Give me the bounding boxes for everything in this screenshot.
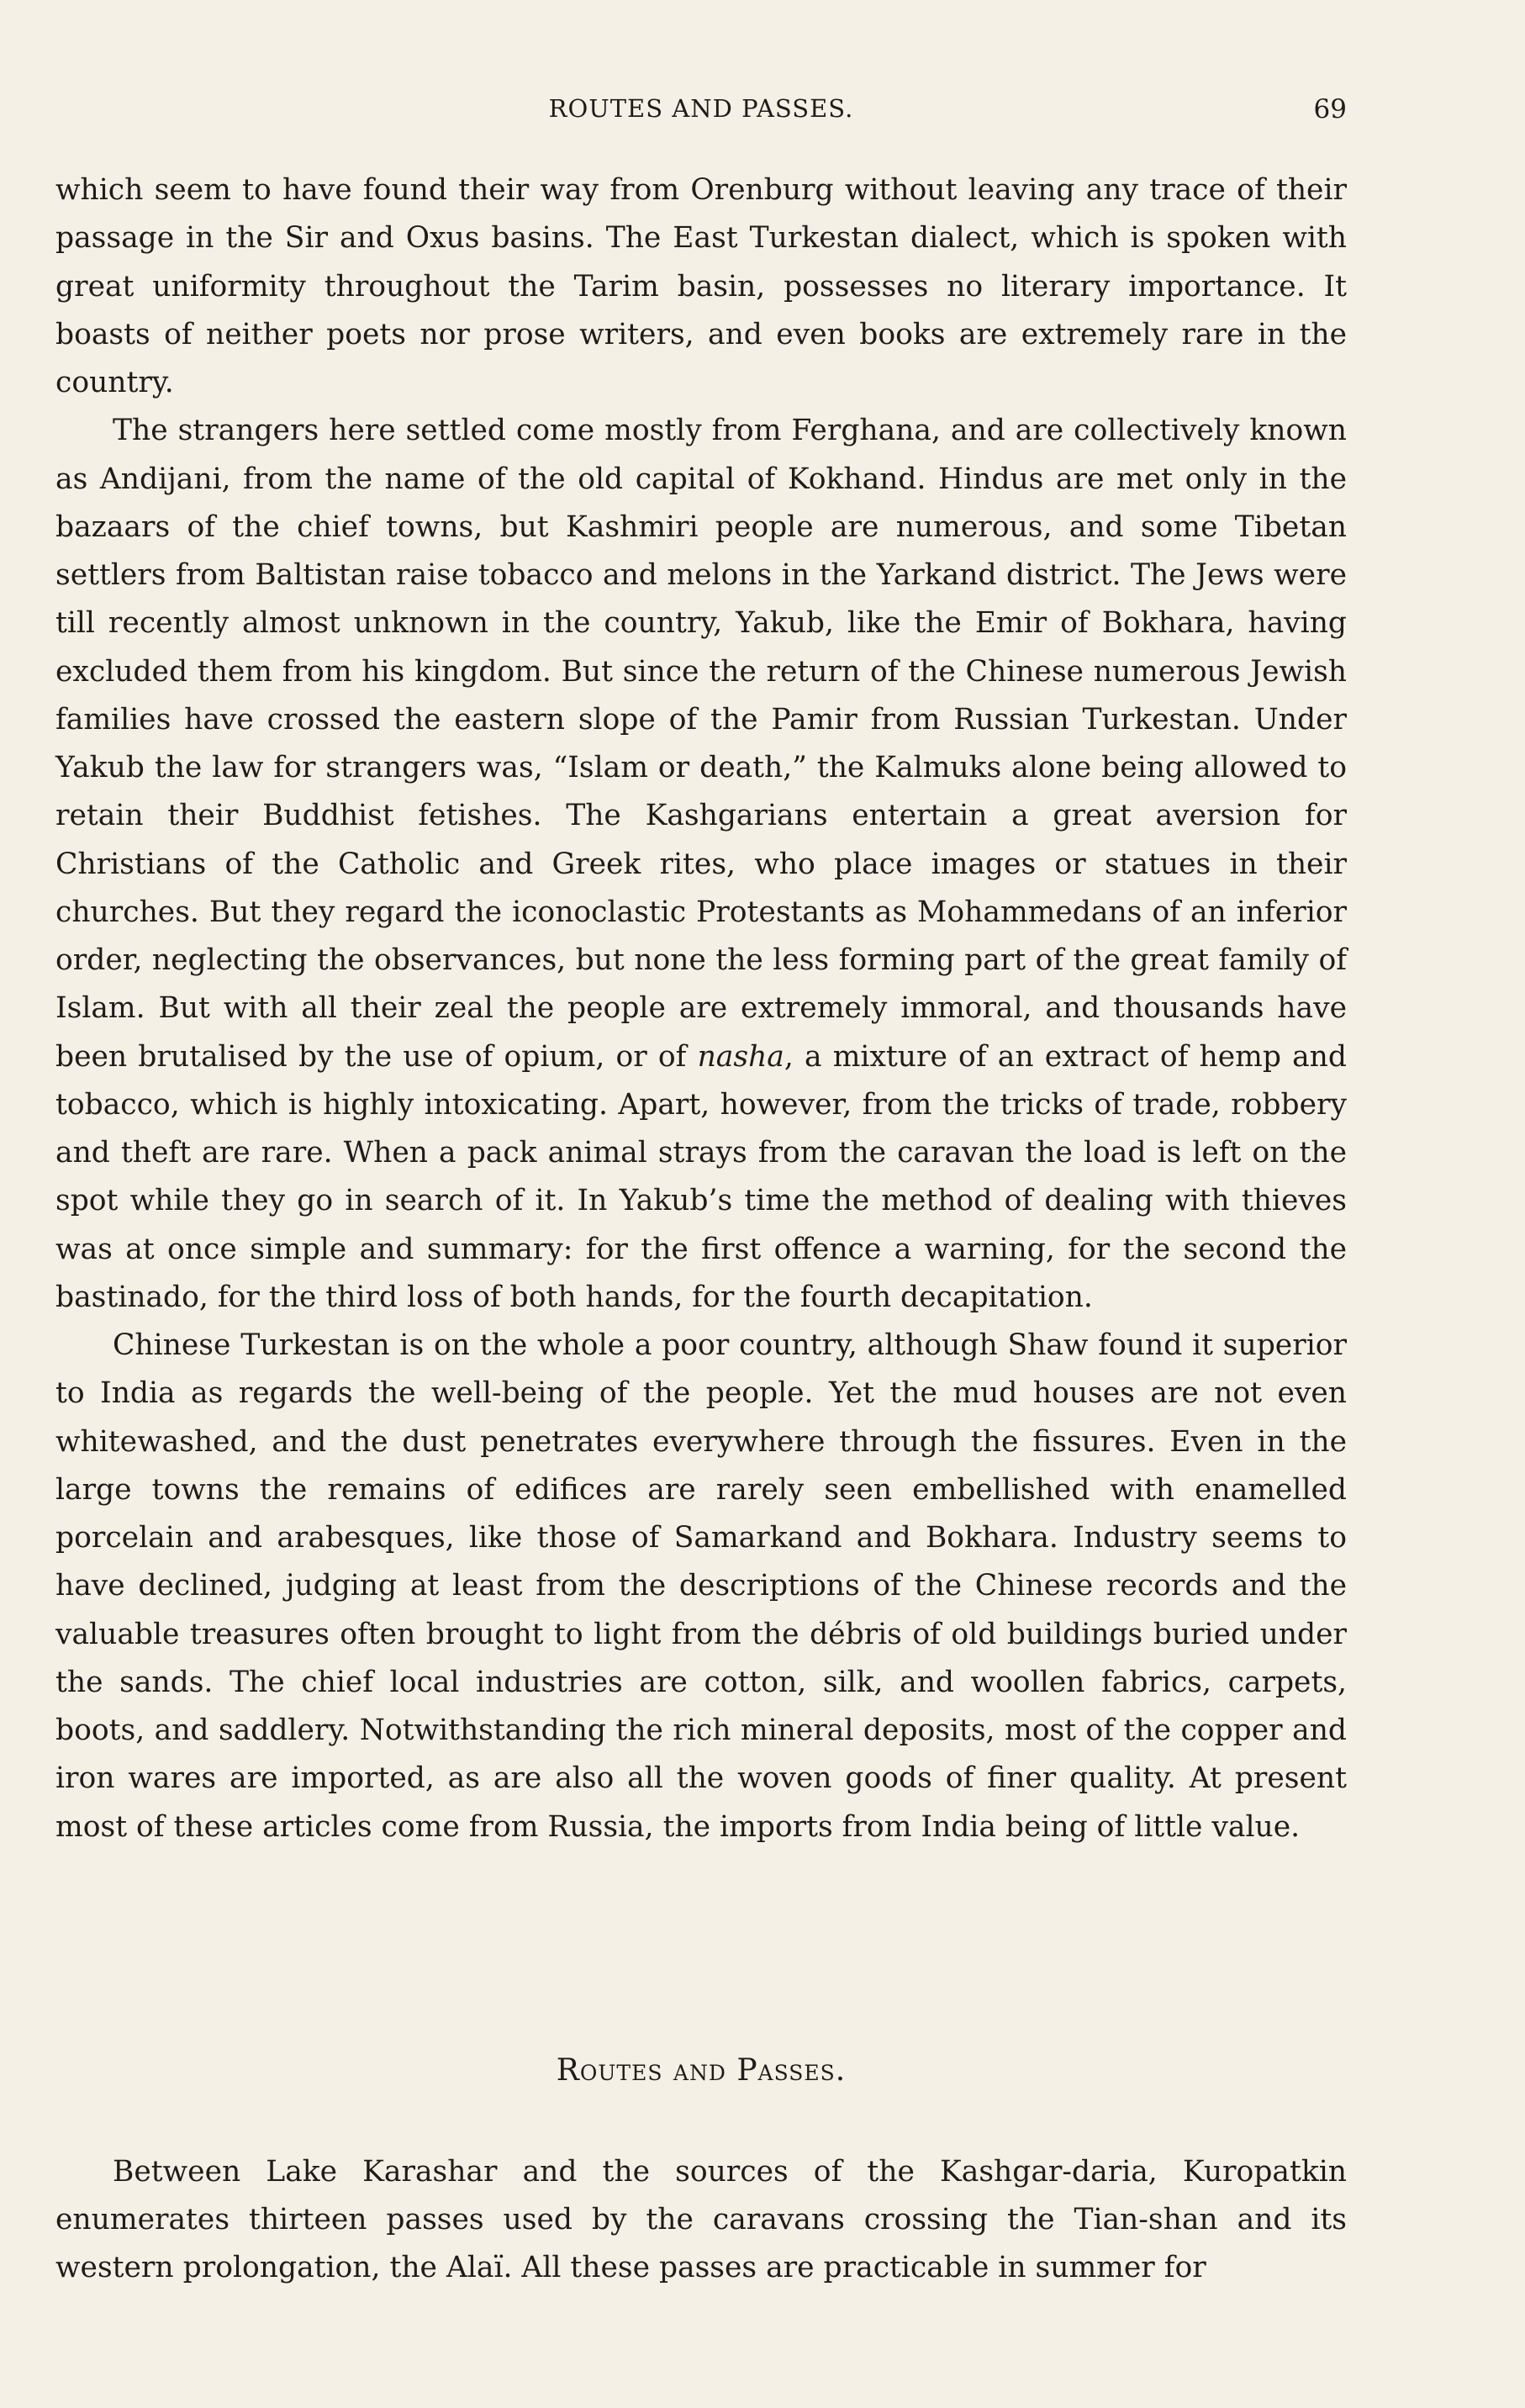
body-text bbox=[55, 166, 1347, 1851]
section-paragraph: Between Lake Karashar and the sources of the Kashgar-daria, Kuropatkin enumerates thirteen passes used by the caravans crossing the Tian-shan and its western prolongation, the Alaï. All these passes are practicable in summer for bbox=[55, 2155, 1347, 2284]
paragraph-2-text-a: The strangers here settled come mostly from Ferghana, and are collectively known as Andijani, from the name of the old capital of Kokhand. Hindus are met only in the bazaars of the chief towns, but Kashmiri people are numerous, and some Tibetan settlers from Baltistan raise tobacco and melons in the Yarkand district. The Jews were till recently almost unknown in the country, Yakub, like the Emir of Bokhara, having excluded them from his kingdom. But since the return of the Chinese numerous Jewish families have crossed the eastern slope of the Pamir from Russian Turkestan. Under Yakub the law for strangers was, “Islam or death,” the Kalmuks alone being allowed to retain their Buddhist fetishes. The Kashgarians entertain a great aversion for Christians of the Catholic and Greek rites, who place images or statues in their churches. But they regard the iconoclastic Protestants as Mohammedans of an inferior order, neglecting the observances, but none the less forming part of the great family of Islam. But with all their zeal the people are extremely immoral, and thousands have been brutalised by the use of opium, or of bbox=[55, 414, 1347, 1074]
running-title: ROUTES AND PASSES. bbox=[548, 94, 854, 123]
section-heading: Routes and Passes. bbox=[556, 2053, 847, 2088]
paragraph-3: Chinese Turkestan is on the whole a poor country, although Shaw found it superior to India as regards the well-being of the people. Yet the mud houses are not even whitewashed, and the dust penetrates everywhere through the fissures. Even in the large towns the remains of edifices are rarely seen embellished with enamelled porcelain and arabesques, like those of Samarkand and Bokhara. Industry seems to have declined, judging at least from the descriptions of the Chinese records and the valuable treasures often brought to light from the débris of old buildings buried under the sands. The chief local industries are cotton, silk, and woollen fabrics, carpets, boots, and saddlery. Notwithstanding the rich mineral deposits, most of the copper and iron wares are imported, as are also all the woven goods of finer quality. At present most of these articles come from Russia, the imports from India being of little value. bbox=[55, 1328, 1347, 1844]
running-head bbox=[55, 94, 1347, 128]
page-number: 69 bbox=[1313, 94, 1347, 124]
paragraph-2 bbox=[55, 407, 1347, 1322]
paragraph-1: which seem to have found their way from Orenburg without leaving any trace of their passage in the Sir and Oxus basins. The East Turkestan dialect, which is spoken with great uniformity throughout the Tarim basin, possesses no literary importance. It boasts of neither poets nor prose writers, and even books are extremely rare in the country. bbox=[55, 173, 1347, 399]
italic-term: nasha bbox=[697, 1039, 784, 1074]
section-text bbox=[55, 2148, 1347, 2292]
paragraph-2-text-b: , a mixture of an extract of hemp and tobacco, which is highly intoxicating. Apart, however, from the tricks of trade, robbery and theft are rare. When a pack animal strays from the caravan the load is left on the spot while they go in search of it. In Yakub’s time the method of dealing with thieves was at once simple and summary: for the first offence a warning, for the second the bastinado, for the third loss of both hands, for the fourth decapitation. bbox=[55, 1039, 1347, 1314]
